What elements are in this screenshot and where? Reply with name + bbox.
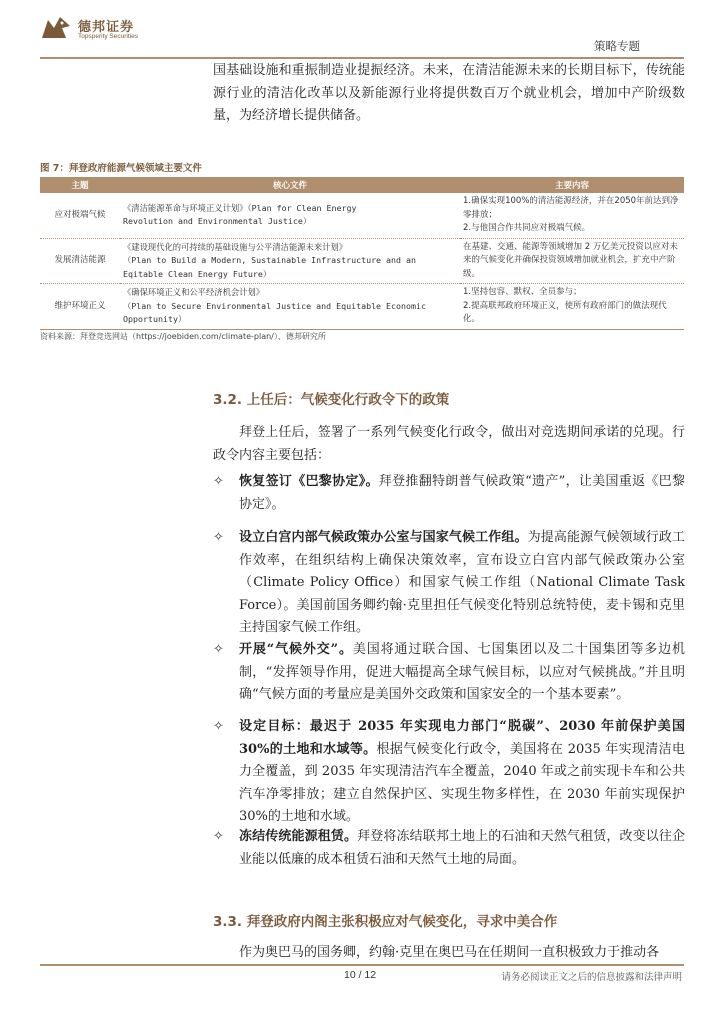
header-core-document: 核心文件 <box>120 177 460 193</box>
section-heading-3-3: 3.3. 拜登政府内阁主张积极应对气候变化，寻求中美合作 <box>213 914 558 930</box>
bullet-bold: 冻结传统能源租赁。 <box>239 829 358 844</box>
bullet-bold: 设立白宫内部气候政策办公室与国家气候工作组。 <box>239 530 528 545</box>
row-content <box>460 284 684 330</box>
report-section-label: 策略专题 <box>594 39 640 53</box>
row-content <box>460 193 684 238</box>
bullet-item <box>239 527 685 640</box>
content-line: 1.坚持包容、默权、全员参与； <box>463 287 582 297</box>
row-theme: 发展清洁能源 <box>40 238 120 284</box>
bullet-body: 拜登将冻结联邦土地上的石油和天然气租赁，改变以往企业能以低廉的成本租赁石油和天然气土地的局面。 <box>239 829 685 867</box>
document-en: （Plan to Build a Modern, Sustainable Infrastructure and an Eqitable Clean Energy Future） <box>123 255 417 279</box>
bullet-item <box>239 826 685 871</box>
section-3-2-intro: 拜登上任后，签署了一系列气候变化行政令，做出对竞选期间承诺的兑现。行政令内容主要包括： <box>213 425 685 463</box>
bullet-diamond-icon: ✧ <box>213 474 224 489</box>
bullet-body: 拜登推翻特朗普气候政策“遗产”，让美国重返《巴黎协定》。 <box>239 474 685 512</box>
bullet-diamond-icon: ✧ <box>213 719 224 734</box>
table-row <box>40 284 684 330</box>
section-heading-3-2: 3.2. 上任后：气候变化行政令下的政策 <box>213 392 450 408</box>
bullet-item <box>239 716 685 829</box>
logo-english-name: Topsperity Securities <box>78 33 138 40</box>
content-line: 1.确保实现100%的清洁能源经济，并在2050年前达到净零排放； <box>463 196 679 220</box>
row-document <box>120 193 460 238</box>
company-logo <box>40 14 150 44</box>
table-row <box>40 238 684 284</box>
bullet-diamond-icon: ✧ <box>213 530 224 545</box>
row-theme: 维护环境正义 <box>40 284 120 330</box>
figure-source: 资料来源：拜登竞选网站（https://joebiden.com/climate-plan/）、德邦研究所 <box>40 332 326 341</box>
header-theme: 主题 <box>40 177 120 193</box>
disclaimer-note: 请务必阅读正文之后的信息披露和法律声明 <box>501 972 682 983</box>
bullet-bold: 设定目标：最迟于 2035 年实现电力部门“脱碳”、2030 年前保护美国 30%的土地和水域等。 <box>239 719 685 757</box>
figure-title: 图 7：拜登政府能源气候领域主要文件 <box>40 163 202 174</box>
section-3-3-intro: 作为奥巴马的国务卿，约翰·克里在奥巴马在任期间一直积极致力于推动各 <box>239 945 660 960</box>
page-number: 10 / 12 <box>344 969 377 981</box>
row-document <box>120 238 460 284</box>
document-cn: 《确保环境正义和公平经济机会计划》 <box>123 287 265 297</box>
row-content <box>460 238 684 284</box>
energy-climate-documents-table <box>40 177 684 330</box>
row-document <box>120 284 460 330</box>
bullet-item <box>239 471 685 516</box>
content-line: 2.提高联邦政府环境正义，使所有政府部门的做法现代化。 <box>463 300 667 324</box>
bullet-diamond-icon: ✧ <box>213 829 224 844</box>
content-line: 在基建、交通、能源等领域增加 2 万亿美元投资以应对未来的气候变化并确保投资领域增加就业机会，扩充中产阶级。 <box>463 241 678 279</box>
content-line: 2.与他国合作共同应对极端气候。 <box>463 223 591 233</box>
bullet-item <box>239 639 685 707</box>
bullet-body: 美国将通过联合国、七国集团以及二十国集团等多边机制，“发挥领导作用，促进大幅提高全球气候目标，以应对气候挑战。”并且明确“气候方面的考量应是美国外交政策和国家安全的一个基本要素”。 <box>239 642 685 702</box>
document-en: Revolution and Environmental Justice） <box>123 216 312 227</box>
document-cn: 《建设现代化的可持续的基础设施与公平清洁能源未来计划》 <box>123 241 348 252</box>
logo-chinese-name: 德邦证券 <box>78 20 135 35</box>
bullet-diamond-icon: ✧ <box>213 642 224 657</box>
table-row <box>40 193 684 238</box>
row-theme: 应对极端气候 <box>40 193 120 238</box>
header-divider <box>40 57 684 59</box>
table-header-row <box>40 177 684 193</box>
intro-paragraph: 国基础设施和重振制造业提振经济。未来，在清洁能源未来的长期目标下，传统能源行业的清洁化改革以及新能源行业将提供数百万个就业机会，增加中产阶级数量，为经济增长提供储备。 <box>213 63 685 123</box>
header-main-content: 主要内容 <box>460 177 684 193</box>
document-en: （Plan to Secure Environmental Justice and Equitable Economic Opportunity） <box>123 300 427 324</box>
bullet-bold: 恢复签订《巴黎协定》。 <box>239 474 379 489</box>
bullet-body: 为提高能源气候领域行政工作效率，在组织结构上确保决策效率，宣布设立白宫内部气候政策办公室（Climate Policy Office）和国家气候工作组（National Climate Task Force）。美国前国务卿约翰·克里担任气候变化特别总统特使，麦卡锡和克里主持国家气候工作组。 <box>239 530 685 635</box>
dragon-logo-icon <box>40 14 72 42</box>
bullet-body: 根据气候变化行政令，美国将在 2035 年实现清洁电力全覆盖，到 2035 年实现清洁汽车全覆盖，2040 年或之前实现卡车和公共汽车净零排放；建立自然保护区、实现生物多样性，在 2030 年前实现保护 30%的土地和水域。 <box>239 741 685 824</box>
bullet-bold: 开展“气候外交”。 <box>239 642 353 657</box>
document-cn: 《清洁能源革命与环境正义计划》（Plan for Clean Energy <box>123 202 357 213</box>
footer-divider <box>40 964 684 966</box>
